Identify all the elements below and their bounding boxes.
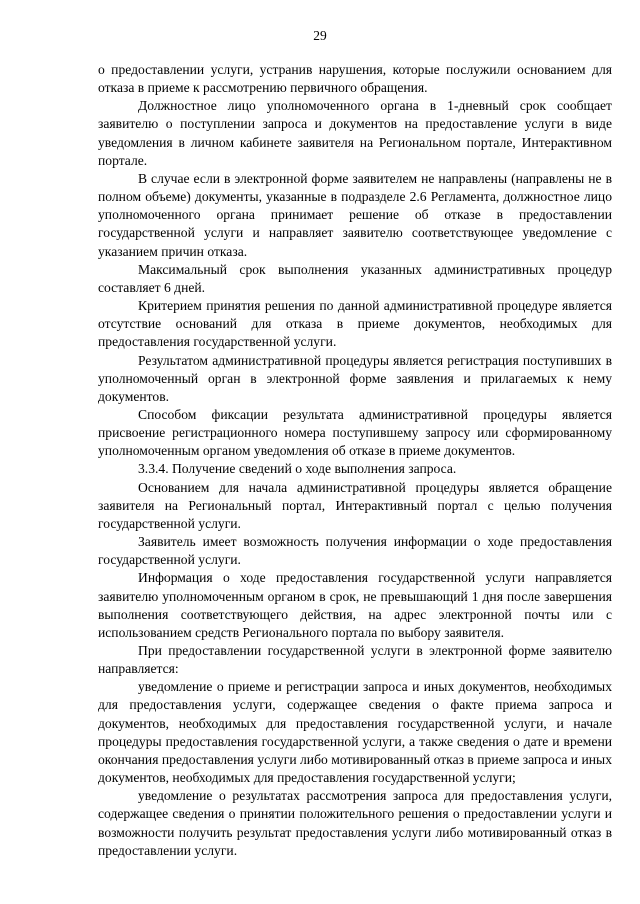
paragraph: Информация о ходе предоставления государственной услуги направляется заявителю уполномоченным органом в срок, не превышающий 1 дня после завершения выполнения соответствующего действия, на адрес электронной почты или с использованием средств Регионального портала по выбору заявителя.: [98, 570, 612, 640]
paragraph: Основанием для начала административной процедуры является обращение заявителя на Региональный портал, Интерактивный портал с целью получения государственной услуги.: [98, 479, 612, 531]
paragraph: При предоставлении государственной услуги в электронной форме заявителю направляется:: [98, 643, 612, 677]
paragraph: Заявитель имеет возможность получения информации о ходе предоставления государственной услуги.: [98, 534, 612, 568]
page-number: 29: [313, 28, 327, 43]
paragraph: В случае если в электронной форме заявителем не направлены (направлены не в полном объеме) документы, указанные в подразделе 2.6 Регламента, должностное лицо уполномоченного органа принимает решение об отказе в предоставлении государственной услуги и направляет заявителю соответствующее уведомление с указанием причин отказа.: [98, 170, 612, 259]
paragraph: Максимальный срок выполнения указанных административных процедур составляет 6 дней.: [98, 261, 612, 295]
document-body: [98, 61, 612, 860]
list-item: уведомление о приеме и регистрации запроса и иных документов, необходимых для предоставления услуги, содержащее сведения о факте приема запроса и документов, необходимых для предоставления государственной услуги, и начале процедуры предоставления государственной услуги, а также сведения о дате и времени окончания предоставления услуги либо мотивированный отказ в приеме запроса и иных документов, необходимых для предоставления государственной услуги;: [98, 679, 612, 786]
paragraph: Критерием принятия решения по данной административной процедуре является отсутствие оснований для отказа в приеме документов, необходимых для предоставления государственной услуги.: [98, 298, 612, 350]
paragraph: Должностное лицо уполномоченного органа в 1-дневный срок сообщает заявителю о поступлении запроса и документов на предоставление услуги в виде уведомления в личном кабинете заявителя на Региональном портале, Интерактивном портале.: [98, 98, 612, 168]
paragraph: Способом фиксации результата административной процедуры является присвоение регистрационного номера поступившему запросу или сформированному уполномоченным органом уведомления об отказе в приеме документов.: [98, 406, 612, 459]
paragraph: о предоставлении услуги, устранив нарушения, которые послужили основанием для отказа в приеме к рассмотрению первичного обращения.: [98, 62, 612, 96]
paragraph: Результатом административной процедуры является регистрация поступивших в уполномоченный орган в электронной форме заявления и прилагаемых к нему документов.: [98, 352, 612, 404]
list-item: уведомление о результатах рассмотрения запроса для предоставления услуги, содержащее сведения о принятии положительного решения о предоставлении услуги и возможности получить результат предоставления услуги либо мотивированный отказ в предоставлении услуги.: [98, 788, 612, 858]
section-heading: 3.3.4. Получение сведений о ходе выполнения запроса.: [138, 461, 457, 477]
